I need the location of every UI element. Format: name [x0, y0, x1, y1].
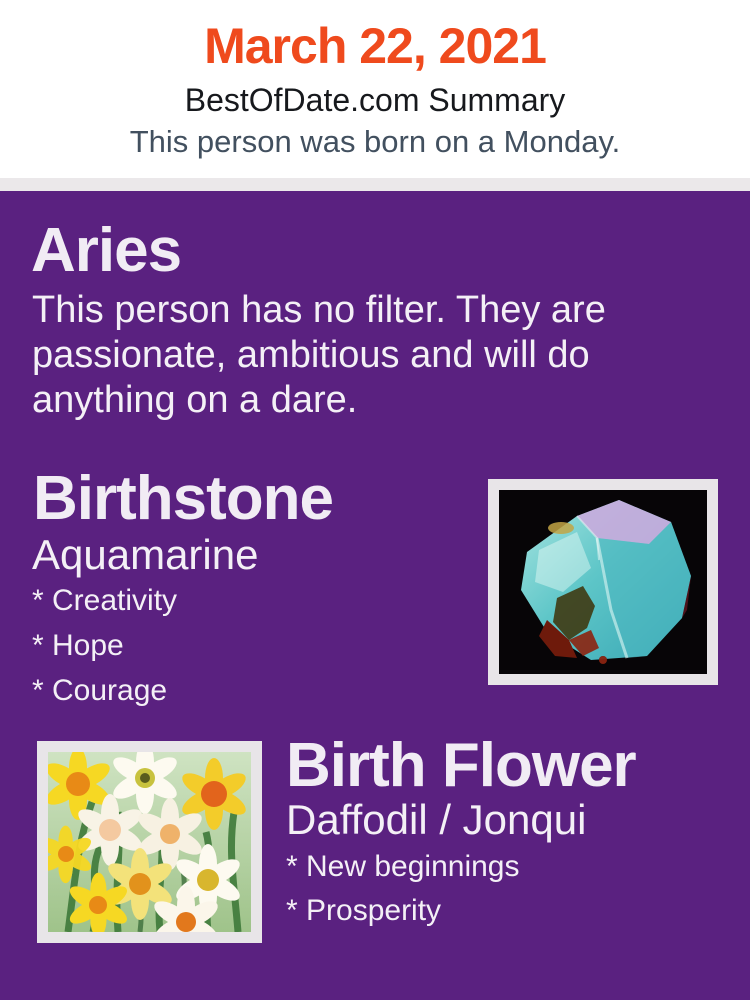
daffodil-flowers-photo: [48, 752, 251, 932]
birth-flower-trait: * New beginnings: [286, 850, 520, 883]
birth-flower-heading: Birth Flower: [286, 731, 636, 800]
birth-flower-trait: * Prosperity: [286, 894, 442, 927]
aquamarine-crystal-photo: [499, 490, 707, 674]
birthstone-name: Aquamarine: [32, 531, 259, 578]
zodiac-description: This person has no filter. They are passionate, ambitious and will do anything on a dare.: [32, 289, 606, 421]
birth-flower-trait-list: [286, 845, 519, 933]
birthstone-heading: Birthstone: [33, 464, 333, 533]
site-summary-subtitle: BestOfDate.com Summary: [184, 82, 566, 118]
birth-flower-photo-frame: [37, 741, 262, 943]
birthstone-photo-frame: [488, 479, 718, 685]
birth-flower-name: Daffodil / Jonqui: [286, 796, 587, 843]
birth-date-title: March 22, 2021: [204, 18, 546, 74]
birthstone-trait: * Courage: [32, 674, 168, 707]
birthstone-trait-list: [32, 578, 177, 713]
header-divider: [0, 178, 750, 191]
weekday-note: This person was born on a Monday.: [129, 124, 621, 159]
birthstone-trait: * Creativity: [32, 584, 178, 617]
zodiac-name: Aries: [31, 216, 182, 285]
birthstone-trait: * Hope: [32, 629, 124, 662]
